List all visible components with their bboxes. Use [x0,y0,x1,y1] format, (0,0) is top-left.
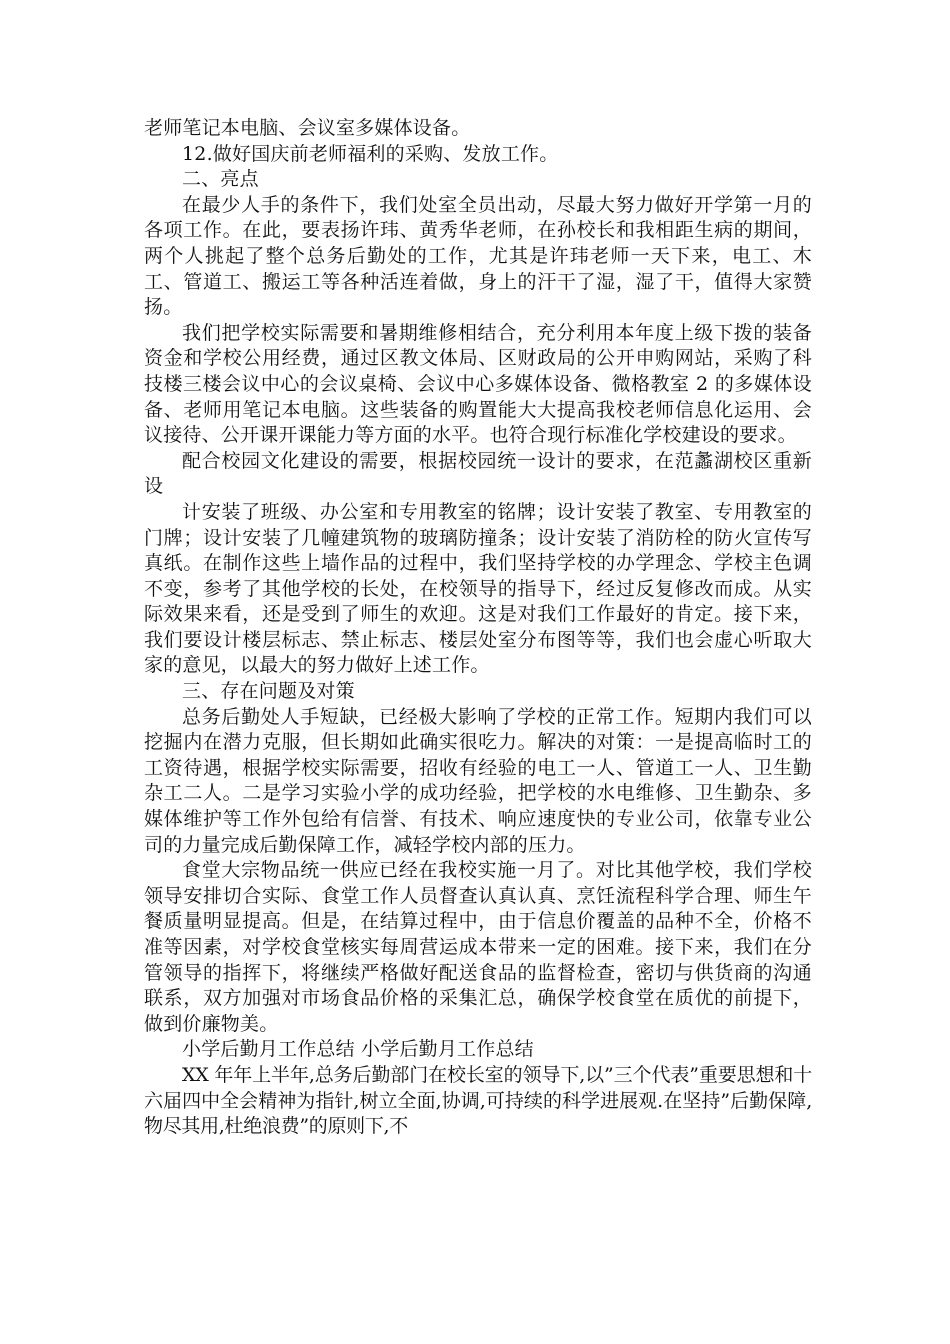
paragraph-canteen-supply: 食堂大宗物品统一供应已经在我校实施一月了。对比其他学校，我们学校领导安排切合实际、食堂工作人员督查认真认真、烹饪流程科学合理、师生午餐质量明显提高。但是，在结算过程中，由于信息价覆盖的品种不全，价格不准等因素，对学校食堂核实每周营运成本带来一定的困难。接下来，我们在分管领导的指挥下，将继续严格做好配送食品的监督检查，密切与供货商的沟通联系，双方加强对市场食品价格的采集汇总，确保学校食堂在质优的前提下，做到价廉物美。 [144,859,812,1035]
paragraph-semester-overview: XX 年年上半年,总务后勤部门在校长室的领导下,以”三个代表”重要思想和十六届四中全会精神为指针,树立全面,协调,可持续的科学进展观.在坚持”后勤保障,物尽其用,杜绝浪费”的原则下,不 [144,1063,812,1138]
section-heading-problems: 三、存在问题及对策 [182,680,355,703]
paragraph-staff-shortage: 总务后勤处人手短缺，已经极大影响了学校的正常工作。短期内我们可以挖掘内在潜力克服，但长期如此确实很吃力。解决的对策：一是提高临时工的工资待遇，根据学校实际需要，招收有经验的电工一人、管道工一人、卫生勤杂工二人。二是学习实验小学的成功经验，把学校的水电维修、卫生勤杂、多媒体维护等工作外包给有信誉、有技术、响应速度快的专业公司，依靠专业公司的力量完成后勤保障工作，减轻学校内部的压力。 [144,705,812,856]
paragraph-continuation: 老师笔记本电脑、会议室多媒体设备。 [144,117,471,139]
paragraph-campus-culture: 配合校园文化建设的需要，根据校园统一设计的要求，在范蠡湖校区重新设 [144,449,812,498]
paragraph-equipment-purchase: 我们把学校实际需要和暑期维修相结合，充分利用本年度上级下拨的装备资金和学校公用经费，通过区教文体局、区财政局的公开申购网站，采购了科技楼三楼会议中心的会议桌椅、会议中心多媒体设备、微格教室 2 的多媒体设备、老师用笔记本电脑。这些装备的购置能大大提高我校老师信息化运用、会议接待、公开课开课能力等方面的水平。也符合现行标准化学校建设的要求。 [144,321,812,447]
list-item-12: 12.做好国庆前老师福利的采购、发放工作。 [182,142,559,165]
section-heading-highlights: 二、亮点 [182,168,259,191]
paragraph-signage: 计安装了班级、办公室和专用教室的铭牌；设计安装了教室、专用教室的门牌；设计安装了几幢建筑物的玻璃防撞条；设计安装了消防栓的防火宣传写真纸。在制作这些上墙作品的过程中，我们坚持学校的办学理念、学校主色调不变，参考了其他学校的长处，在校领导的指导下，经过反复修改而成。从实际效果来看，还是受到了师生的欢迎。这是对我们工作最好的肯定。接下来，我们要设计楼层标志、禁止标志、楼层处室分布图等等，我们也会虚心听取大家的意见，以最大的努力做好上述工作。 [144,500,812,677]
paragraph-staff-praise: 在最少人手的条件下，我们处室全员出动，尽最大努力做好开学第一月的各项工作。在此，要表扬许玮、黄秀华老师，在孙校长和我相距生病的期间，两个人挑起了整个总务后勤处的工作，尤其是许玮老师一天下来，电工、木工、管道工、搬运工等各种活连着做，身上的汗干了湿，湿了干，值得大家赞扬。 [144,193,812,319]
document-title-monthly-summary: 小学后勤月工作总结 小学后勤月工作总结 [182,1038,534,1061]
document-page [144,116,812,1140]
